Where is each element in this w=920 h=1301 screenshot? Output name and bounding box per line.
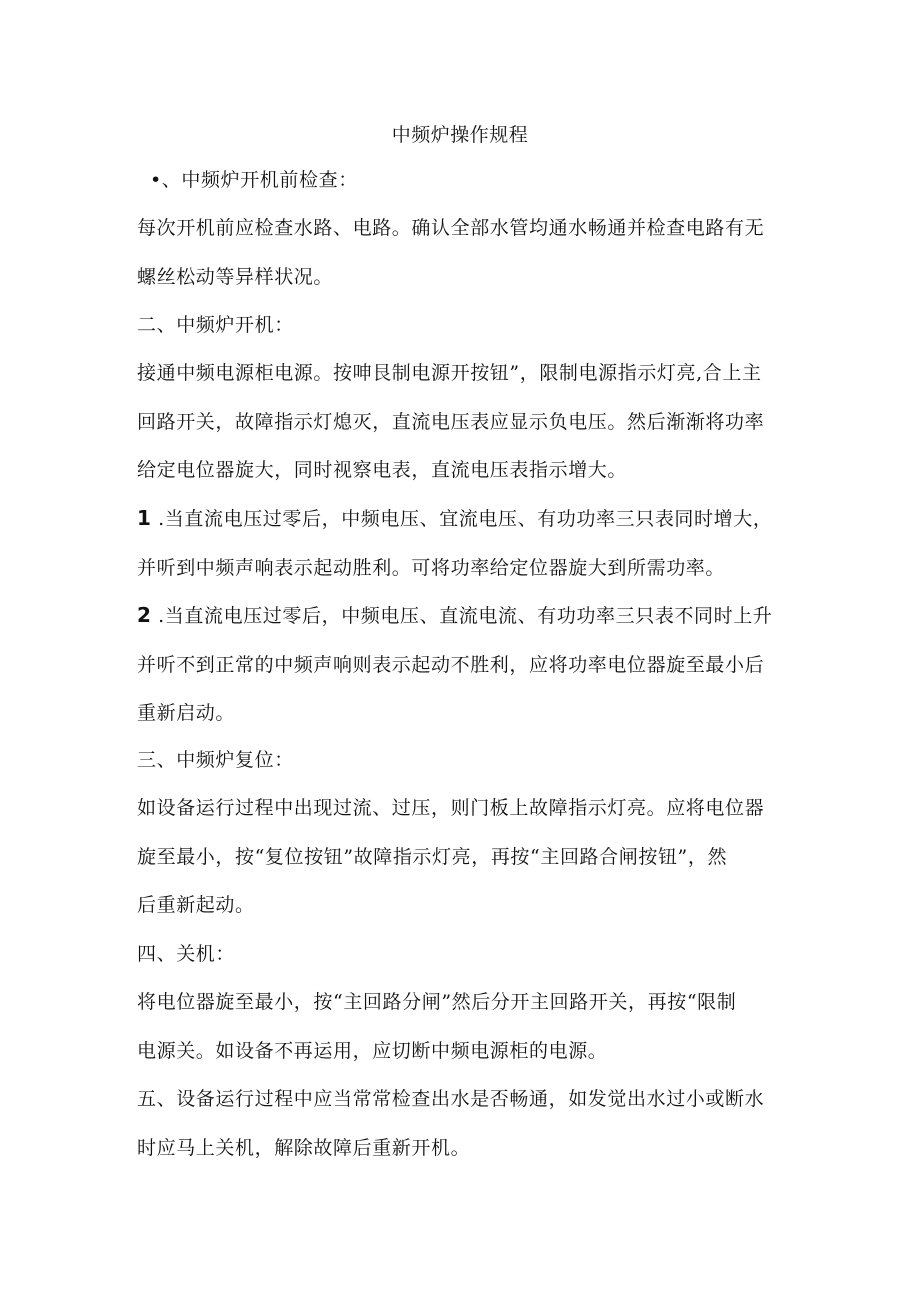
- text-line: 旋至最小，按“复位按钮”故障指示灯亮，再按“主回路合闸按钮”，然: [137, 845, 728, 868]
- text-line: 如设备运行过程中出现过流、过压，则门板上故障指示灯亮。应将电位器: [137, 797, 765, 819]
- section-heading-pre-start-check: [150, 156, 800, 205]
- text-line: 给定电位器旋大，同时视察电表，直流电压表指示增大。: [137, 459, 628, 481]
- text-line: 时应马上关机，解除故障后重新开机。: [137, 1136, 471, 1159]
- text-line: •、中频炉开机前检查：: [150, 169, 358, 191]
- text-line: 电源关。如设备不再运用，应切断中频电源柜的电源。: [137, 1039, 608, 1062]
- item-text: .当直流电压过零后，中频电压、直流电流、有功功率三只表不同时上升: [158, 605, 773, 627]
- numbered-item-2: [137, 591, 787, 738]
- text-line: 螺丝松动等异样状况。: [137, 265, 334, 288]
- text-line: 接通中频电源柜电源。按呻艮制电源开按钮”，限制电源指示灯亮,合上主: [137, 362, 762, 384]
- item-number: 2: [137, 603, 152, 627]
- section-heading-reset: [137, 736, 787, 785]
- text-line: 将电位器旋至最小，按“主回路分闸”然后分开主回路开关，再按“限制: [137, 991, 737, 1013]
- numbered-item-1: [137, 494, 787, 592]
- text-line: 二、中频炉开机：: [137, 314, 294, 336]
- paragraph-pre-start-check: [137, 204, 787, 301]
- item-number: 1: [137, 506, 152, 530]
- document-title: 中频炉操作规程: [391, 124, 529, 146]
- text-line: 重新启动。: [137, 702, 236, 724]
- text-line: 三、中频炉复位：: [137, 749, 294, 771]
- paragraph-shutdown: [137, 978, 787, 1075]
- text-line: 后重新起动。: [137, 894, 255, 916]
- text-line: 五、设备运行过程中应当常常检查出水是否畅通，如发觉出水过小或断水: [137, 1088, 765, 1110]
- text-line: [137, 494, 787, 544]
- text-line: 四、关机：: [137, 943, 236, 965]
- text-line: 并听到中频声响表示起动胜利。可将功率给定位器旋大到所需功率。: [137, 556, 726, 579]
- paragraph-start: [137, 349, 787, 495]
- paragraph-reset: [137, 784, 787, 930]
- item-text: .当直流电压过零后，中频电压、宜流电压、有功功率三只表同时增大，: [158, 508, 773, 530]
- text-line: 每次开机前应检查水路、电路。确认全部水管均通水畅通并检查电路有无: [137, 217, 765, 239]
- text-line: [137, 591, 787, 641]
- paragraph-operation-check: [137, 1075, 787, 1172]
- text-line: 回路开关，故障指示灯熄灭，直流电压表应显示负电压。然后渐渐将功率: [137, 410, 765, 433]
- section-heading-start: [137, 301, 787, 350]
- text-line: 并听不到正常的中频声响则表示起动不胜利，应将功率电位器旋至最小后: [137, 653, 765, 676]
- section-heading-shutdown: [137, 930, 787, 979]
